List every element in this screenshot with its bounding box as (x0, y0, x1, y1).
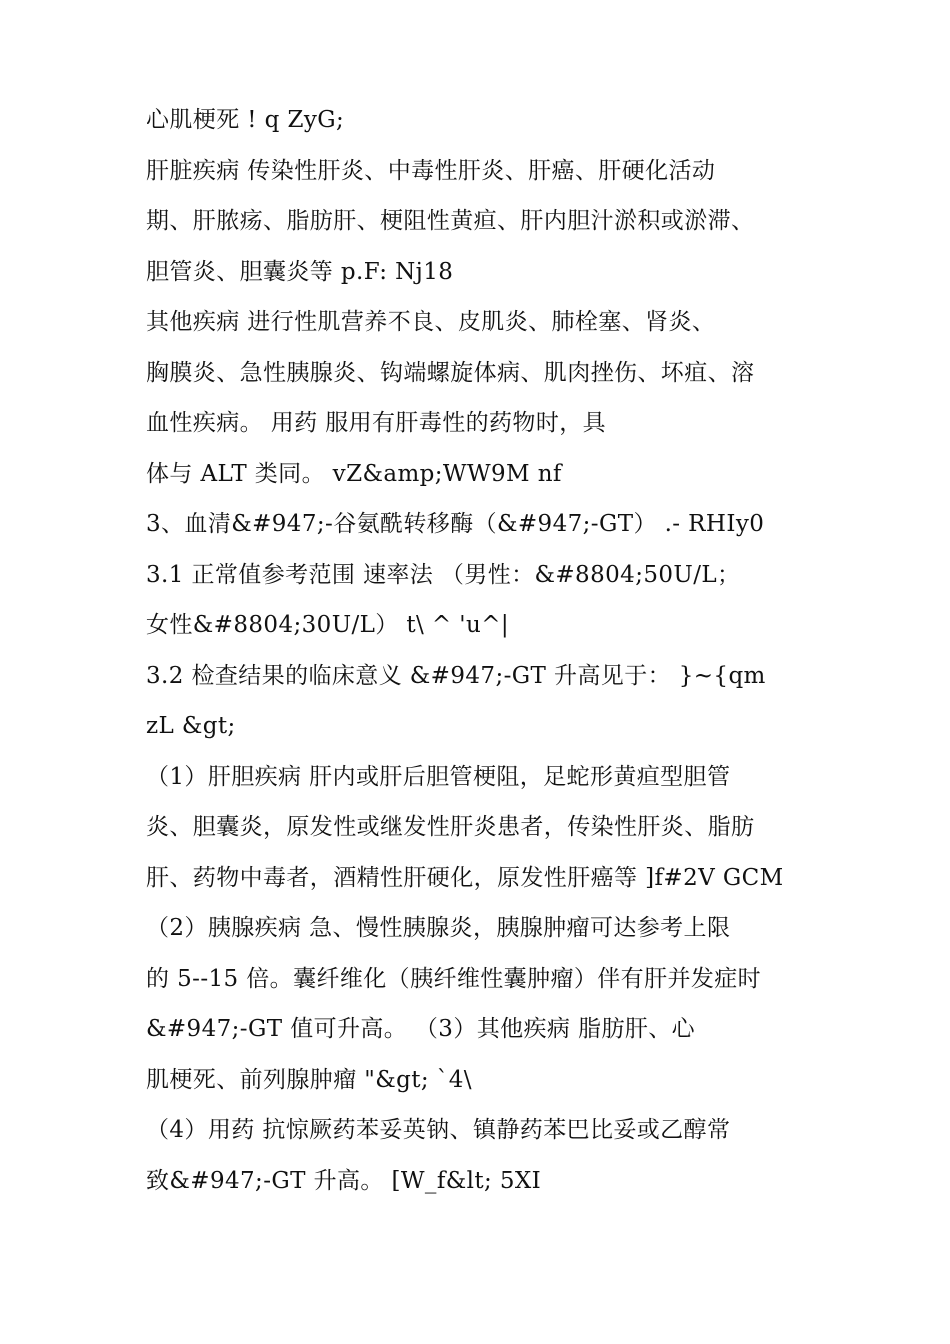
text-line: 体与 ALT 类同。 vZ&amp;WW9M nf (146, 460, 562, 487)
text-line: 3.1 正常值参考范围 速率法 （男性：&#8804;50U/L； (146, 561, 741, 588)
text-line: （2）胰腺疾病 急、慢性胰腺炎，胰腺肿瘤可达参考上限 (146, 915, 731, 941)
text-line: （1）肝胆疾病 肝内或肝后胆管梗阻，足蛇形黄疸型胆管 (146, 763, 731, 790)
text-line: 其他疾病 进行性肌营养不良、皮肌炎、肺栓塞、肾炎、 (146, 309, 716, 335)
section-heading: 3、血清&#947;-谷氨酰转移酶（&#947;-GT） .- RHIy0 (146, 511, 765, 537)
text-line: zL &gt; (146, 713, 236, 739)
document-body (146, 95, 810, 1206)
text-line: 期、肝脓疡、脂肪肝、梗阻性黄疸、肝内胆汁淤积或淤滞、 (146, 208, 755, 234)
text-line: 肌梗死、前列腺肿瘤 "&gt; `4\ (146, 1066, 472, 1093)
text-line: 3.2 检查结果的临床意义 &#947;-GT 升高见于： }~{qm (146, 662, 766, 689)
text-line: 胆管炎、胆囊炎等 p.F: Nj18 (146, 258, 454, 285)
text-line: 胸膜炎、急性胰腺炎、钩端螺旋体病、肌肉挫伤、坏疽、溶 (146, 359, 755, 386)
text-line: 致&#947;-GT 升高。 [W_f&lt; 5XI (146, 1167, 542, 1194)
text-line: 血性疾病。 用药 服用有肝毒性的药物时，具 (146, 410, 607, 436)
text-line: 炎、胆囊炎，原发性或继发性肝炎患者，传染性肝炎、脂肪 (146, 814, 755, 840)
text-line: 肝、药物中毒者，酒精性肝硬化，原发性肝癌等 ]f#2V GCM (146, 864, 784, 891)
text-line: （4）用药 抗惊厥药苯妥英钠、镇静药苯巴比妥或乙醇常 (146, 1117, 731, 1143)
text-line: 心肌梗死 ! q ZyG; (146, 107, 345, 133)
text-line: &#947;-GT 值可升高。 （3）其他疾病 脂肪肝、心 (146, 1016, 696, 1042)
text-line: 肝脏疾病 传染性肝炎、中毒性肝炎、肝癌、肝硬化活动 (146, 157, 716, 184)
text-line: 的 5--15 倍。囊纤维化（胰纤维性囊肿瘤）伴有肝并发症时 (146, 965, 762, 992)
text-line: 女性&#8804;30U/L） t\ ^ 'u^| (146, 612, 510, 638)
